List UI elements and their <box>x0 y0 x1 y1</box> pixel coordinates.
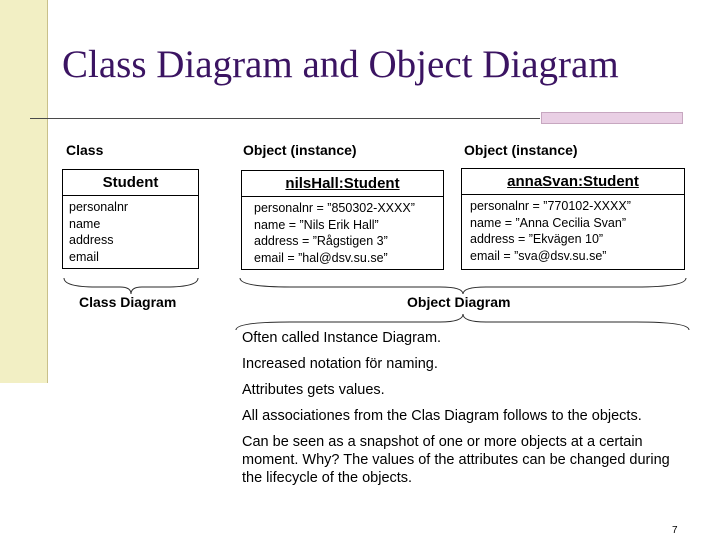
object-diagram-reverse-brace <box>236 314 689 330</box>
page-number: 7 <box>672 525 678 536</box>
class-attribute: address <box>69 233 114 247</box>
bullet-item: Often called Instance Diagram. <box>242 330 442 346</box>
class-attribute: personalnr <box>69 200 129 214</box>
object2-attribute: email = ”sva@dsv.su.se” <box>470 248 607 263</box>
bullet-item: Increased notation för naming. <box>242 356 438 372</box>
class-attribute: email <box>69 249 99 264</box>
bullet-item: Can be seen as a snapshot of one or more objects at a certain moment. Why? The values of the attributes can be changed during the lifecycle of the objects. <box>242 434 670 486</box>
object1-name: nilsHall:Student <box>285 175 400 192</box>
object1-column-label: Object (instance) <box>243 142 357 158</box>
class-name: Student <box>63 170 198 196</box>
bullet-item: All associationes from the Clas Diagram follows to the objects. <box>242 408 642 424</box>
class-diagram-label: Class Diagram <box>79 294 177 310</box>
object2-attribute: address = ”Ekvägen 10” <box>470 232 604 246</box>
object1-attribute: email = ”hal@dsv.su.se” <box>254 250 388 265</box>
class-column-label: Class <box>66 142 104 158</box>
class-diagram-brace <box>64 278 198 294</box>
object2-attribute: personalnr = ”770102-XXXX” <box>470 199 631 213</box>
slide-title: Class Diagram and Object Diagram <box>62 43 619 86</box>
object2-name: annaSvan:Student <box>507 173 639 190</box>
object1-attribute: personalnr = ”850302-XXXX” <box>254 201 415 215</box>
bullet-list <box>242 329 682 495</box>
object1-attribute: name = ”Nils Erik Hall” <box>254 217 379 232</box>
bullet-item: Attributes gets values. <box>242 382 385 398</box>
object2-attribute: name = ”Anna Cecilia Svan” <box>470 215 626 230</box>
class-attribute: name <box>69 216 101 231</box>
object1-attribute: address = ”Rågstigen 3” <box>254 234 388 248</box>
object2-column-label: Object (instance) <box>464 142 578 158</box>
object-diagram-brace <box>240 278 686 294</box>
object-diagram-label: Object Diagram <box>407 294 511 310</box>
